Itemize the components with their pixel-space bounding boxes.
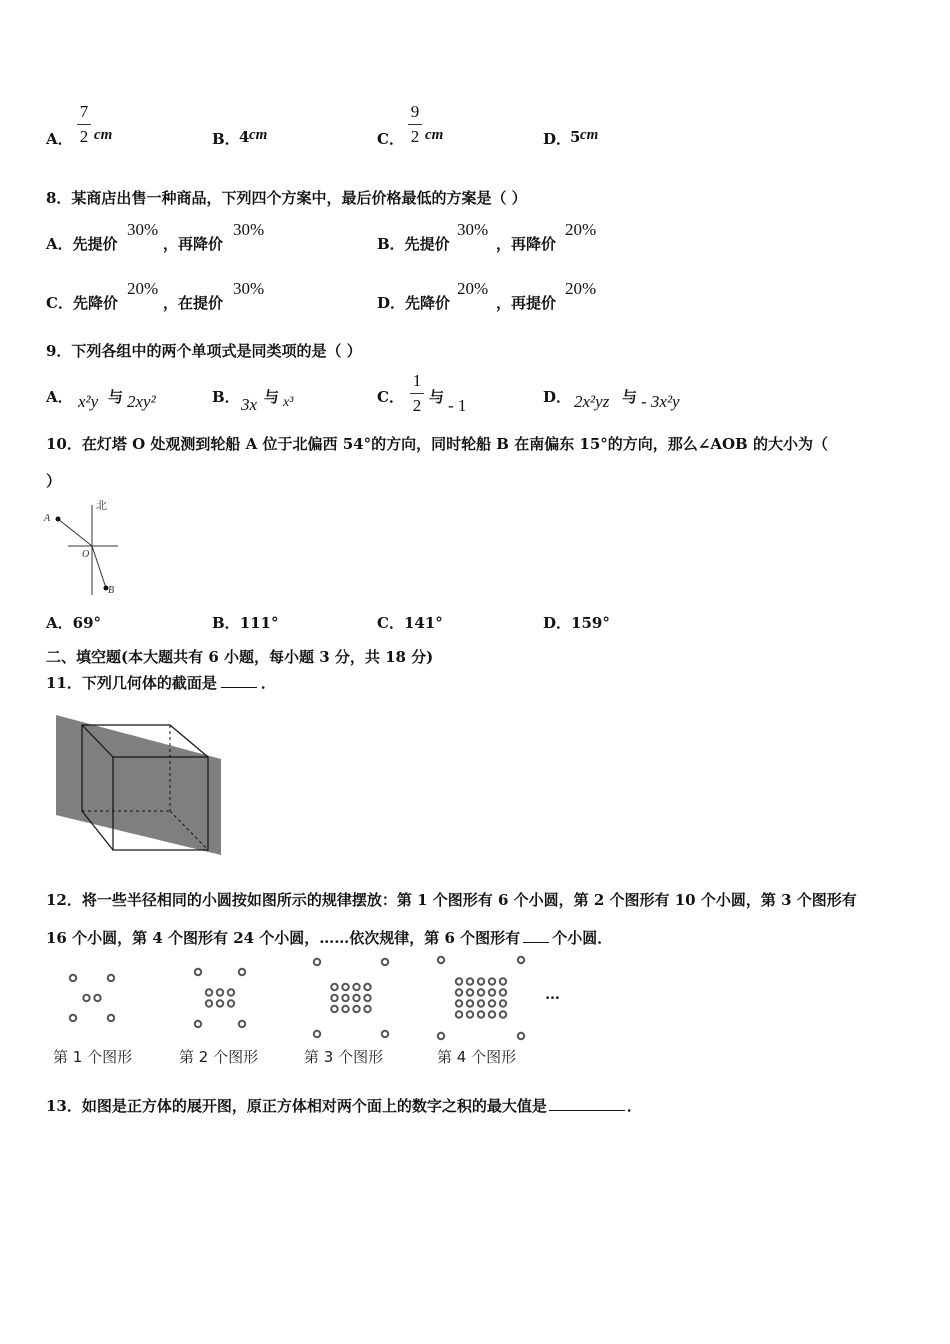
q7-option-a-unit: cm xyxy=(94,127,113,143)
small-circle xyxy=(331,984,337,990)
small-circle xyxy=(239,969,245,975)
q9-option-d-with: 与 xyxy=(622,388,638,406)
small-circle xyxy=(500,1011,506,1017)
small-circle xyxy=(70,975,76,981)
q11-cube-section-figure xyxy=(56,715,226,857)
q8-option-c-label: C．先降价 xyxy=(46,294,118,312)
small-circle xyxy=(228,1000,234,1006)
q12-answer-blank xyxy=(523,928,549,943)
small-circle xyxy=(489,978,495,984)
fraction-denominator: 2 xyxy=(412,396,422,415)
small-circle xyxy=(382,959,388,965)
fraction-numerator: 1 xyxy=(412,371,422,390)
small-circle xyxy=(467,989,473,995)
point-b-label: B xyxy=(108,585,115,596)
small-circle xyxy=(206,1000,212,1006)
small-circle xyxy=(195,969,201,975)
q9-option-a-label: A． xyxy=(46,388,73,406)
q10-stem: 10．在灯塔 O 处观测到轮船 A 位于北偏西 54°的方向，同时轮船 B 在南偏东 15°的方向，那么∠AOB 的大小为（ xyxy=(46,435,828,453)
fraction-bar xyxy=(77,124,91,125)
ray-ob xyxy=(92,546,106,588)
q11-stem-end: ． xyxy=(260,674,276,692)
q8-stem: 8．某商店出售一种商品，下列四个方案中，最后价格最低的方案是（ ） xyxy=(46,189,527,207)
q12-line2 xyxy=(46,927,612,948)
section-2-title: 二、填空题(本大题共有 6 小题，每小题 3 分，共 18 分) xyxy=(46,648,434,666)
q8-option-a-percent2: 30% xyxy=(233,220,265,239)
small-circle xyxy=(456,989,462,995)
q12-line2-end: 个小圆． xyxy=(552,929,613,947)
q10-option-d-label: D． xyxy=(543,614,572,632)
fraction-numerator: 7 xyxy=(79,102,89,121)
q10-option-c xyxy=(377,612,443,633)
q9-option-b-right: x³ xyxy=(283,395,294,410)
small-circle xyxy=(353,984,359,990)
small-circle xyxy=(467,1011,473,1017)
q8-option-a-label: A．先提价 xyxy=(46,235,118,253)
small-circle xyxy=(206,989,212,995)
q8-option-c-percent1: 20% xyxy=(127,279,159,298)
small-circle xyxy=(478,978,484,984)
small-circle xyxy=(382,1031,388,1037)
q8-option-b-percent2: 20% xyxy=(565,220,597,239)
fraction-numerator: 9 xyxy=(410,102,420,121)
q7-option-d-label: D． xyxy=(543,130,572,148)
q12-ellipsis: … xyxy=(545,985,560,1003)
small-circle xyxy=(438,1033,444,1039)
q7-option-c-fraction xyxy=(408,102,422,147)
fraction-bar xyxy=(408,124,422,125)
small-circle xyxy=(500,989,506,995)
q7-option-d-value: 5 xyxy=(570,128,581,146)
q11-stem-text: 11．下列几何体的截面是 xyxy=(46,674,217,692)
q9-option-d-right: - 3x²y xyxy=(641,392,680,411)
q13-stem xyxy=(46,1095,642,1116)
point-o-label: O xyxy=(82,549,90,560)
q13-stem-end: ． xyxy=(626,1097,642,1115)
small-circle xyxy=(228,989,234,995)
q7-option-d-unit: cm xyxy=(580,127,599,143)
q8-option-d-label: D．先降价 xyxy=(377,294,451,312)
q7-option-b-unit: cm xyxy=(249,127,268,143)
q10-direction-figure xyxy=(40,495,130,600)
small-circle xyxy=(489,1000,495,1006)
q8-option-d-percent2: 20% xyxy=(565,279,597,298)
q10-option-a-label: A． xyxy=(46,614,73,632)
q13-stem-text: 13．如图是正方体的展开图，原正方体相对两个面上的数字之积的最大值是 xyxy=(46,1097,547,1115)
q8-option-a-percent1: 30% xyxy=(127,220,159,239)
q10-stem-end: ） xyxy=(46,472,62,490)
q10-option-c-value: 141° xyxy=(403,614,443,632)
q9-option-d-label: D． xyxy=(543,388,572,406)
q9-stem: 9．下列各组中的两个单项式是同类项的是（ ） xyxy=(46,342,362,360)
q7-option-b-label: B． xyxy=(212,130,240,148)
q9-option-b-with: 与 xyxy=(264,388,280,406)
q12-dot-pattern-figures xyxy=(0,950,950,1040)
small-circle xyxy=(364,995,370,1001)
small-circle xyxy=(518,1033,524,1039)
q7-option-c-unit: cm xyxy=(425,127,444,143)
small-circle xyxy=(489,989,495,995)
q8-option-a-middle: ，再降价 xyxy=(163,235,224,253)
small-circle xyxy=(438,957,444,963)
small-circle xyxy=(331,995,337,1001)
q10-option-c-label: C． xyxy=(377,614,404,632)
north-label: 北 xyxy=(96,499,107,512)
q12-caption-2: 第 2 个图形 xyxy=(179,1048,259,1066)
q9-option-a-left: x²y xyxy=(78,392,99,411)
q10-option-b-value: 111° xyxy=(239,614,279,632)
q10-option-d xyxy=(543,612,610,633)
point-a xyxy=(56,517,61,522)
small-circle xyxy=(518,957,524,963)
q9-option-c-label: C． xyxy=(377,388,404,406)
q9-option-b-label: B． xyxy=(212,388,240,406)
small-circle xyxy=(342,1006,348,1012)
q10-option-b-label: B． xyxy=(212,614,240,632)
small-circle xyxy=(489,1011,495,1017)
small-circle xyxy=(239,1021,245,1027)
small-circle xyxy=(467,978,473,984)
q11-answer-blank xyxy=(221,673,257,688)
q12-caption-3: 第 3 个图形 xyxy=(304,1048,384,1066)
q9-option-a-right: 2xy² xyxy=(127,392,156,411)
q8-option-d-percent1: 20% xyxy=(457,279,489,298)
q10-option-a xyxy=(46,612,101,633)
q12-line2-text: 16 个小圆，第 4 个图形有 24 个小圆，……依次规律，第 6 个图形有 xyxy=(46,929,521,947)
q8-option-b-middle: ，再降价 xyxy=(496,235,557,253)
small-circle xyxy=(70,1015,76,1021)
q12-line1: 12．将一些半径相同的小圆按如图所示的规律摆放：第 1 个图形有 6 个小圆，第 2 个图形有 10 个小圆，第 3 个图形有 xyxy=(46,891,857,909)
ray-oa xyxy=(58,519,92,546)
q9-option-c-fraction xyxy=(410,371,424,416)
q8-option-b-percent1: 30% xyxy=(457,220,489,239)
small-circle xyxy=(500,978,506,984)
small-circle xyxy=(314,1031,320,1037)
q9-option-c-right: - 1 xyxy=(448,396,467,415)
small-circle xyxy=(467,1000,473,1006)
small-circle xyxy=(500,1000,506,1006)
fraction-denominator: 2 xyxy=(410,127,420,146)
cross-section-plane xyxy=(56,715,221,855)
q7-option-a-label: A． xyxy=(46,130,73,148)
q9-option-c-with: 与 xyxy=(429,388,445,406)
small-circle xyxy=(478,1011,484,1017)
small-circle xyxy=(364,1006,370,1012)
q7-option-c-label: C． xyxy=(377,130,404,148)
small-circle xyxy=(331,1006,337,1012)
q11-stem xyxy=(46,672,276,693)
q12-caption-4: 第 4 个图形 xyxy=(437,1048,517,1066)
small-circle xyxy=(353,995,359,1001)
small-circle xyxy=(217,1000,223,1006)
q10-option-b xyxy=(212,612,279,633)
small-circle xyxy=(364,984,370,990)
q8-option-d-middle: ，再提价 xyxy=(496,294,557,312)
q12-caption-1: 第 1 个图形 xyxy=(53,1048,133,1066)
q7-option-b-value: 4 xyxy=(239,128,250,146)
q13-answer-blank xyxy=(549,1096,625,1111)
q9-option-a-with: 与 xyxy=(108,388,124,406)
q7-option-a-fraction xyxy=(77,102,91,147)
small-circle xyxy=(217,989,223,995)
q10-option-d-value: 159° xyxy=(571,614,610,632)
small-circle xyxy=(94,995,100,1001)
q10-option-a-value: 69° xyxy=(72,614,102,632)
small-circle xyxy=(342,995,348,1001)
small-circle xyxy=(314,959,320,965)
small-circle xyxy=(108,1015,114,1021)
fraction-denominator: 2 xyxy=(79,127,89,146)
small-circle xyxy=(108,975,114,981)
small-circle xyxy=(456,1011,462,1017)
point-a-label: A xyxy=(44,513,51,524)
q8-option-c-middle: ，在提价 xyxy=(163,294,224,312)
q9-option-b-left: 3x xyxy=(241,395,258,414)
small-circle xyxy=(195,1021,201,1027)
q8-option-b-label: B．先提价 xyxy=(377,235,450,253)
small-circle xyxy=(478,1000,484,1006)
q9-option-d-left: 2x²yz xyxy=(574,392,610,411)
small-circle xyxy=(342,984,348,990)
small-circle xyxy=(83,995,89,1001)
small-circle xyxy=(456,1000,462,1006)
small-circle xyxy=(478,989,484,995)
fraction-bar xyxy=(410,393,424,394)
small-circle xyxy=(456,978,462,984)
small-circle xyxy=(353,1006,359,1012)
q8-option-c-percent2: 30% xyxy=(233,279,265,298)
